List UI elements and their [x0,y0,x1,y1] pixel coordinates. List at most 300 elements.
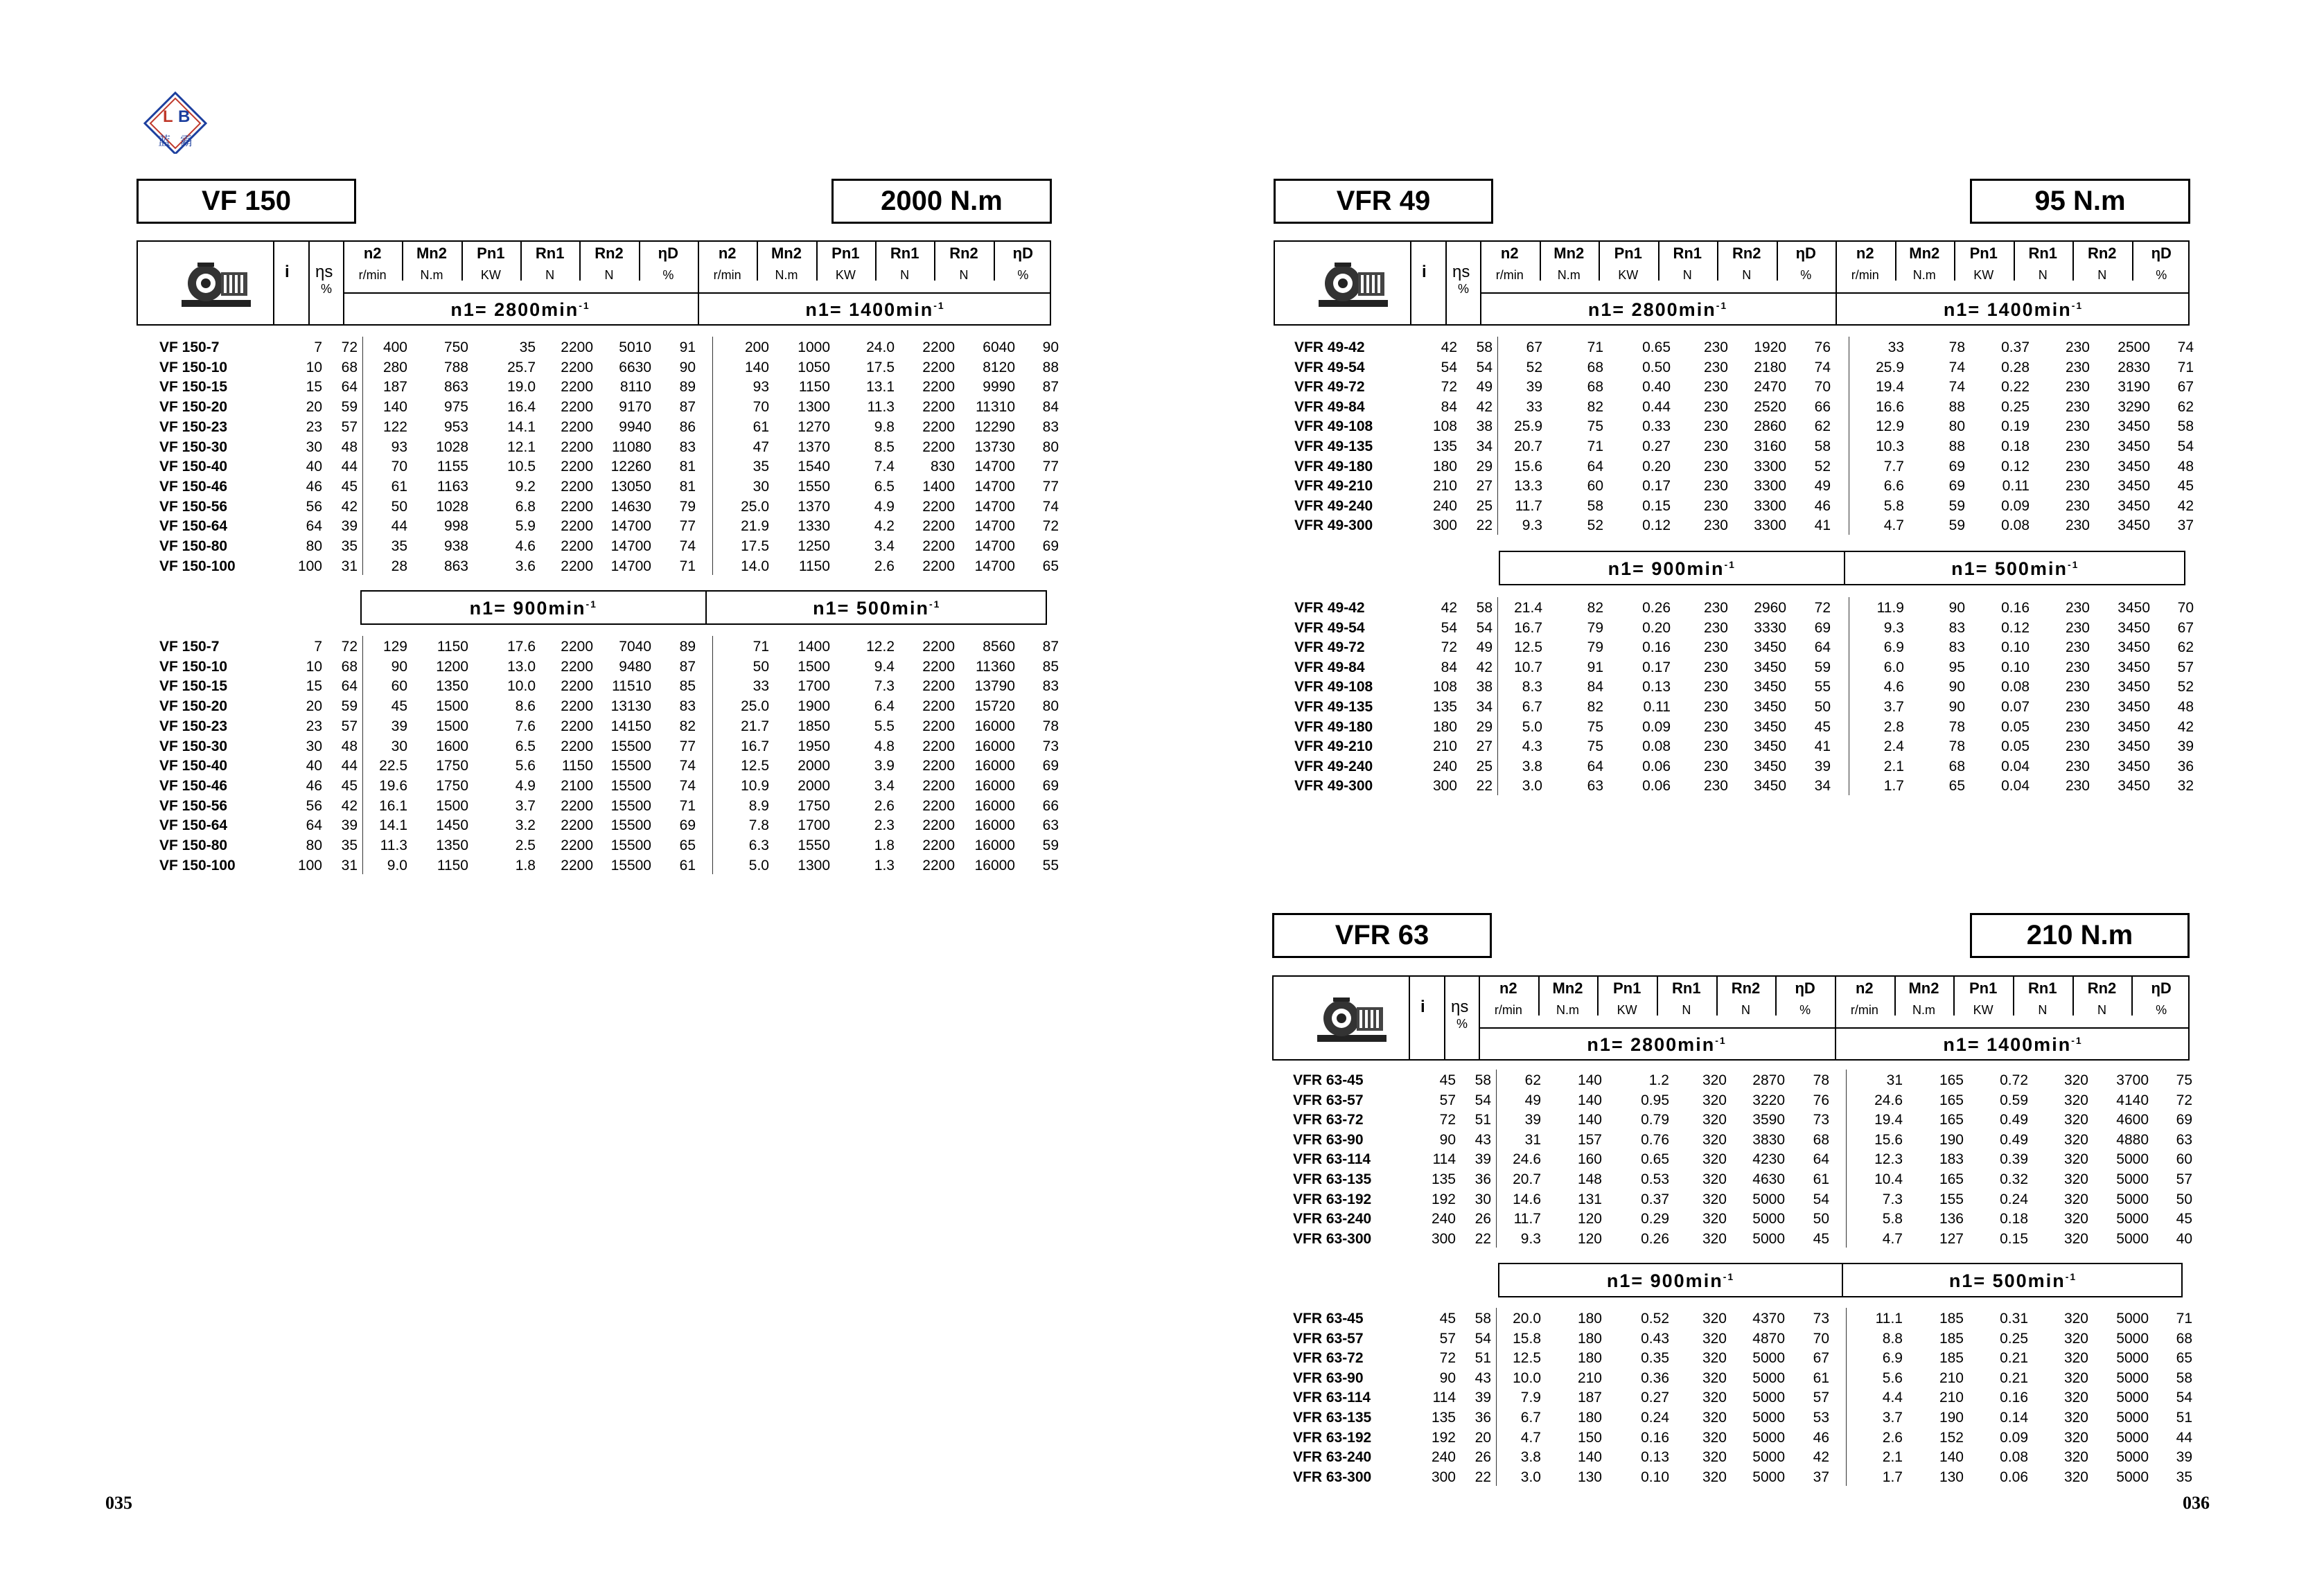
table-cell: 0.08 [1642,738,1671,755]
table-cell: 85 [1042,658,1059,675]
gearmotor-icon [178,257,254,312]
model-code: VFR 63-240 [1293,1211,1372,1227]
table-cell: 2200 [561,438,593,455]
table-cell: 0.08 [2000,1449,2028,1466]
model-code: VFR 63-45 [1293,1311,1364,1327]
table-cell: 190 [1939,1410,1964,1426]
table-cell: 5000 [2116,1369,2149,1386]
table-cell: 7.7 [1883,458,1904,475]
table-cell: 16.1 [379,797,407,814]
table-cell: 3450 [2118,738,2150,755]
table-cell: 12.1 [507,438,536,455]
vf150-torque: 2000 N.m [831,179,1052,224]
table-cell: 53 [1813,1410,1829,1426]
table-cell: 0.20 [1642,458,1671,475]
table-cell: 230 [2065,679,2090,695]
table-cell: 135 [1431,1410,1456,1426]
table-cell: 32 [2177,778,2194,795]
model-code: VF 150-56 [159,498,228,515]
table-cell: 59 [1814,659,1831,675]
model-code: VFR 49-84 [1294,398,1365,415]
table-cell: 3450 [2118,659,2150,675]
table-cell: 30 [306,438,322,455]
table-cell: 22 [1476,517,1493,534]
table-cell: 300 [1431,1469,1456,1485]
table-cell: 22 [1476,778,1493,795]
table-cell: 2.6 [1882,1429,1903,1446]
header-col-label: n2 [718,245,737,262]
header-eta-s-label: ηs [1451,998,1469,1016]
table-cell: 0.37 [2001,339,2030,355]
table-cell: 5010 [619,339,651,355]
header-speed-label: $n1= 1400\min^{-1}$ [805,299,945,320]
table-cell: 33 [752,678,769,695]
table-cell: 0.49 [2000,1112,2028,1128]
header-divider [273,242,274,324]
table-cell: 45 [341,777,358,794]
table-row [1293,1072,2194,1092]
table-cell: 46 [306,478,322,495]
table-cell: 0.65 [1642,339,1671,355]
table-cell: 23 [306,418,322,435]
table-cell: 5.0 [748,857,769,874]
table-cell: 61 [679,857,696,874]
table-cell: 1.8 [874,837,895,853]
table-cell: 320 [1702,1350,1727,1367]
header-col-unit: r/min [713,268,741,282]
header-eta-s-unit: % [1458,282,1470,296]
table-row [1294,478,2195,497]
table-cell: 4140 [2116,1092,2149,1108]
table-cell: 240 [1432,758,1457,774]
table-cell: 0.25 [2000,1330,2028,1347]
vfr49-title: VFR 49 [1274,179,1493,224]
table-cell: 3450 [1754,639,1786,656]
header-col-unit: KW [480,268,501,282]
model-code: VFR 63-114 [1293,1151,1371,1168]
model-code: VFR 49-300 [1294,517,1373,534]
table-cell: 7040 [619,639,651,655]
table-cell: 4.9 [515,777,536,794]
model-code: VF 150-15 [159,678,228,695]
table-cell: 67 [1813,1350,1829,1367]
table-cell: 69 [1042,777,1059,794]
header-col-label: n2 [1499,979,1517,997]
table-cell: 77 [679,738,696,754]
table-cell: 29 [1476,458,1493,475]
table-cell: 320 [1702,1211,1727,1227]
table-cell: 0.15 [1642,497,1671,514]
table-cell: 38 [1476,679,1493,695]
table-cell: 130 [1577,1469,1602,1485]
table-cell: 0.16 [2000,1390,2028,1406]
table-cell: 2200 [922,678,955,695]
header-divider [1444,977,1445,1059]
table-cell: 108 [1432,679,1457,695]
table-cell: 71 [752,639,769,655]
table-row [1293,1132,2194,1151]
model-code: VF 150-23 [159,418,228,435]
header-ratio-label: i [1420,998,1425,1016]
table-row [159,558,1060,578]
model-code: VFR 49-72 [1294,639,1365,656]
header-col-label: Pn1 [1969,979,1998,997]
table-cell: 3450 [2118,699,2150,715]
table-cell: 2200 [561,738,593,754]
table-cell: 72 [1441,639,1457,656]
table-cell: 230 [1703,438,1728,454]
table-cell: 57 [1439,1330,1456,1347]
table-cell: 0.08 [2001,679,2030,695]
table-cell: 5000 [1752,1469,1785,1485]
table-cell: 42 [1441,600,1457,616]
table-cell: 230 [2065,458,2090,475]
table-cell: 64 [341,678,358,695]
table-cell: 8.6 [515,698,536,715]
table-cell: 9.3 [1520,1230,1541,1247]
table-cell: 5000 [2116,1171,2149,1187]
table-cell: 230 [2065,438,2090,454]
table-cell: 1.3 [874,857,895,874]
model-code: VF 150-23 [159,718,228,734]
table-cell: 3700 [2116,1072,2149,1088]
table-cell: 90 [1948,679,1965,695]
table-cell: 320 [1702,1131,1727,1148]
header-col-unit: KW [1617,1003,1637,1017]
table-cell: 72 [341,639,358,655]
header-col-unit: N [2097,1003,2106,1017]
table-cell: 71 [2177,359,2194,375]
table-cell: 79 [1587,619,1603,636]
table-cell: 39 [1474,1390,1491,1406]
header-divider [1409,977,1410,1059]
table-cell: 90 [391,658,407,675]
table-row [1294,517,2195,537]
table-cell: 66 [1042,797,1059,814]
table-cell: 62 [1524,1072,1541,1088]
table-cell: 3.6 [515,558,536,574]
table-cell: 165 [1939,1092,1964,1108]
table-cell: 230 [1703,600,1728,616]
table-cell: 230 [1703,418,1728,435]
table-cell: 2200 [561,698,593,715]
table-cell: 1200 [436,658,468,675]
table-cell: 16000 [974,797,1015,814]
table-cell: 65 [2176,1350,2192,1367]
table-cell: 84 [1441,659,1457,675]
table-cell: 42 [2177,718,2194,735]
table-cell: 180 [1432,718,1457,735]
table-cell: 83 [1948,639,1965,656]
model-code: VFR 49-180 [1294,718,1373,735]
table-cell: 52 [2177,679,2194,695]
table-cell: 15500 [610,777,651,794]
table-cell: 1.7 [1883,778,1904,795]
model-code: VFR 63-45 [1293,1072,1364,1088]
table-cell: 320 [2063,1211,2088,1227]
table-cell: 41 [1814,517,1831,534]
table-cell: 69 [1042,538,1059,554]
table-cell: 83 [1948,619,1965,636]
table-cell: 230 [2065,478,2090,495]
table-cell: 7.8 [748,817,769,834]
column-separator [1497,337,1498,535]
table-cell: 230 [1703,517,1728,534]
table-cell: 67 [1526,339,1542,355]
table-cell: 2200 [922,379,955,396]
model-code: VFR 63-135 [1293,1171,1372,1187]
table-cell: 0.15 [2000,1230,2028,1247]
table-cell: 5000 [1752,1410,1785,1426]
table-cell: 0.18 [2001,438,2030,454]
table-cell: 68 [341,658,358,675]
table-cell: 90 [679,359,696,375]
model-code: VF 150-80 [159,538,228,554]
table-cell: 39 [2177,738,2194,755]
table-cell: 4.2 [874,518,895,535]
table-cell: 2470 [1754,379,1786,396]
table-cell: 240 [1431,1449,1456,1466]
table-cell: 14700 [974,498,1015,515]
model-code: VF 150-80 [159,837,228,853]
model-code: VF 150-100 [159,857,236,874]
table-cell: 1150 [798,379,830,396]
table-cell: 210 [1577,1369,1602,1386]
table-cell: 73 [1813,1311,1829,1327]
table-cell: 2200 [561,518,593,535]
table-cell: 88 [1042,359,1059,375]
table-cell: 10.5 [507,459,536,475]
table-cell: 84 [1441,398,1457,415]
table-cell: 1500 [436,797,468,814]
table-cell: 2.3 [874,817,895,834]
table-cell: 61 [391,478,407,495]
table-cell: 16.4 [507,399,536,416]
table-cell: 2200 [922,837,955,853]
model-code: VFR 63-57 [1293,1330,1364,1347]
table-row [1294,778,2195,797]
page-number-right: 036 [2183,1493,2210,1513]
table-cell: 2860 [1754,418,1786,435]
table-cell: 14700 [974,459,1015,475]
table-cell: 50 [1813,1211,1829,1227]
table-cell: 47 [752,438,769,455]
table-cell: 8.3 [1522,679,1542,695]
header-col-label: Mn2 [1552,979,1583,997]
table-cell: 24.6 [1513,1151,1541,1168]
table-cell: 22 [1474,1230,1491,1247]
table-cell: 183 [1939,1151,1964,1168]
header-col-label: n2 [1855,979,1874,997]
table-cell: 75 [1587,418,1603,435]
table-cell: 8.8 [1882,1330,1903,1347]
header-col-unit: N [959,268,969,282]
table-cell: 45 [1814,718,1831,735]
table-cell: 300 [1432,778,1457,795]
table-cell: 0.28 [2001,359,2030,375]
table-row [159,817,1060,837]
table-cell: 230 [1703,659,1728,675]
table-cell: 3.7 [1882,1410,1903,1426]
table-cell: 3190 [2118,379,2150,396]
table-cell: 1750 [436,777,468,794]
table-cell: 4230 [1752,1151,1785,1168]
table-cell: 74 [1948,359,1965,375]
table-row [159,379,1060,398]
table-cell: 2200 [922,738,955,754]
table-row [1294,418,2195,438]
table-cell: 48 [2177,699,2194,715]
table-cell: 1550 [798,837,830,853]
table-cell: 2200 [922,777,955,794]
table-cell: 39 [1474,1151,1491,1168]
table-cell: 91 [1587,659,1603,675]
table-cell: 46 [306,777,322,794]
table-cell: 320 [2063,1131,2088,1148]
table-cell: 5.9 [515,518,536,535]
table-cell: 320 [1702,1191,1727,1207]
table-cell: 90 [1948,600,1965,616]
table-cell: 2870 [1752,1072,1785,1088]
table-cell: 64 [1813,1151,1829,1168]
model-code: VFR 49-54 [1294,619,1365,636]
header-col-unit: % [1799,1003,1811,1017]
table-cell: 130 [1939,1469,1964,1485]
table-cell: 33 [1887,339,1904,355]
table-cell: 0.09 [1642,718,1671,735]
table-cell: 3300 [1754,497,1786,514]
table-cell: 4.3 [1522,738,1542,755]
table-cell: 82 [1587,398,1603,415]
table-cell: 42 [2177,497,2194,514]
table-cell: 0.05 [2001,738,2030,755]
table-row [1294,679,2195,698]
table-cell: 40 [2176,1230,2192,1247]
table-cell: 0.04 [2001,778,2030,795]
header-col-unit: r/min [358,268,387,282]
table-cell: 1300 [798,399,830,416]
table-cell: 230 [1703,738,1728,755]
table-cell: 210 [1432,478,1457,495]
table-cell: 74 [2177,339,2194,355]
mid-speed-label: $n1= 500\min^{-1}$ [1951,558,2079,579]
table-row [159,837,1060,857]
table-cell: 61 [752,418,769,435]
table-cell: 87 [679,658,696,675]
table-cell: 4.4 [1882,1390,1903,1406]
table-cell: 70 [1814,379,1831,396]
table-cell: 2200 [561,678,593,695]
table-cell: 2200 [561,857,593,874]
table-cell: 91 [679,339,696,355]
table-cell: 3450 [2118,718,2150,735]
table-cell: 65 [1948,778,1965,795]
table-cell: 320 [1702,1429,1727,1446]
table-cell: 39 [341,518,358,535]
table-cell: 72 [1439,1112,1456,1128]
table-cell: 3450 [1754,758,1786,774]
table-cell: 7.9 [1520,1390,1541,1406]
column-separator [712,337,713,575]
table-cell: 25.7 [507,359,536,375]
table-cell: 140 [1577,1092,1602,1108]
table-cell: 998 [443,518,468,535]
table-cell: 1500 [798,658,830,675]
table-cell: 320 [2063,1311,2088,1327]
svg-text:霸: 霸 [180,134,193,149]
vfr63-title: VFR 63 [1272,913,1492,958]
header-col-unit: KW [1618,268,1639,282]
header-col-label: Mn2 [1553,245,1585,262]
table-cell: 135 [1431,1171,1456,1187]
table-cell: 29 [1476,718,1493,735]
table-cell: 11080 [612,438,651,455]
table-cell: 62 [2177,398,2194,415]
table-cell: 73 [1813,1112,1829,1128]
table-cell: 10.0 [1513,1369,1541,1386]
table-cell: 27 [1476,738,1493,755]
table-cell: 1150 [437,857,468,874]
table-row [1293,1311,2194,1330]
table-cell: 45 [1439,1072,1456,1088]
table-cell: 2200 [561,418,593,435]
table-cell: 8120 [983,359,1015,375]
header-col-unit: r/min [1495,268,1524,282]
table-cell: 71 [1587,339,1603,355]
table-row [159,499,1060,518]
header-col-unit: r/min [1851,268,1879,282]
table-cell: 65 [679,837,696,853]
table-cell: 1250 [798,538,830,554]
model-code: VF 150-56 [159,797,228,814]
header-col-unit: % [2156,1003,2167,1017]
table-cell: 0.27 [1641,1390,1669,1406]
table-cell: 20 [306,698,322,715]
table-row [1294,339,2195,359]
table-cell: 0.37 [1641,1191,1669,1207]
table-cell: 320 [2063,1429,2088,1446]
model-code: VF 150-100 [159,558,236,574]
header-col-label: n2 [1856,245,1874,262]
table-cell: 89 [679,639,696,655]
header-speed-label: $n1= 1400\min^{-1}$ [1943,299,2084,320]
table-cell: 5000 [1752,1449,1785,1466]
table-cell: 45 [341,478,358,495]
table-cell: 58 [1476,339,1493,355]
table-cell: 12.5 [741,758,769,774]
table-cell: 2200 [922,817,955,834]
table-cell: 43 [1474,1369,1491,1386]
table-cell: 320 [2063,1390,2088,1406]
model-code: VFR 63-72 [1293,1112,1364,1128]
table-cell: 9170 [619,399,651,416]
table-cell: 0.18 [2000,1211,2028,1227]
vf150-mid-header [360,590,1047,625]
table-cell: 65 [1042,558,1059,574]
table-cell: 0.33 [1642,418,1671,435]
table-cell: 10.0 [507,678,536,695]
table-cell: 62 [1814,418,1831,435]
model-code: VFR 49-240 [1294,758,1373,774]
table-cell: 42 [1476,398,1493,415]
table-cell: 12.3 [1874,1151,1903,1168]
table-cell: 1540 [798,459,830,475]
table-row [1293,1410,2194,1429]
table-cell: 76 [1814,339,1831,355]
table-row [1293,1370,2194,1390]
table-cell: 2200 [922,498,955,515]
table-cell: 14700 [974,478,1015,495]
